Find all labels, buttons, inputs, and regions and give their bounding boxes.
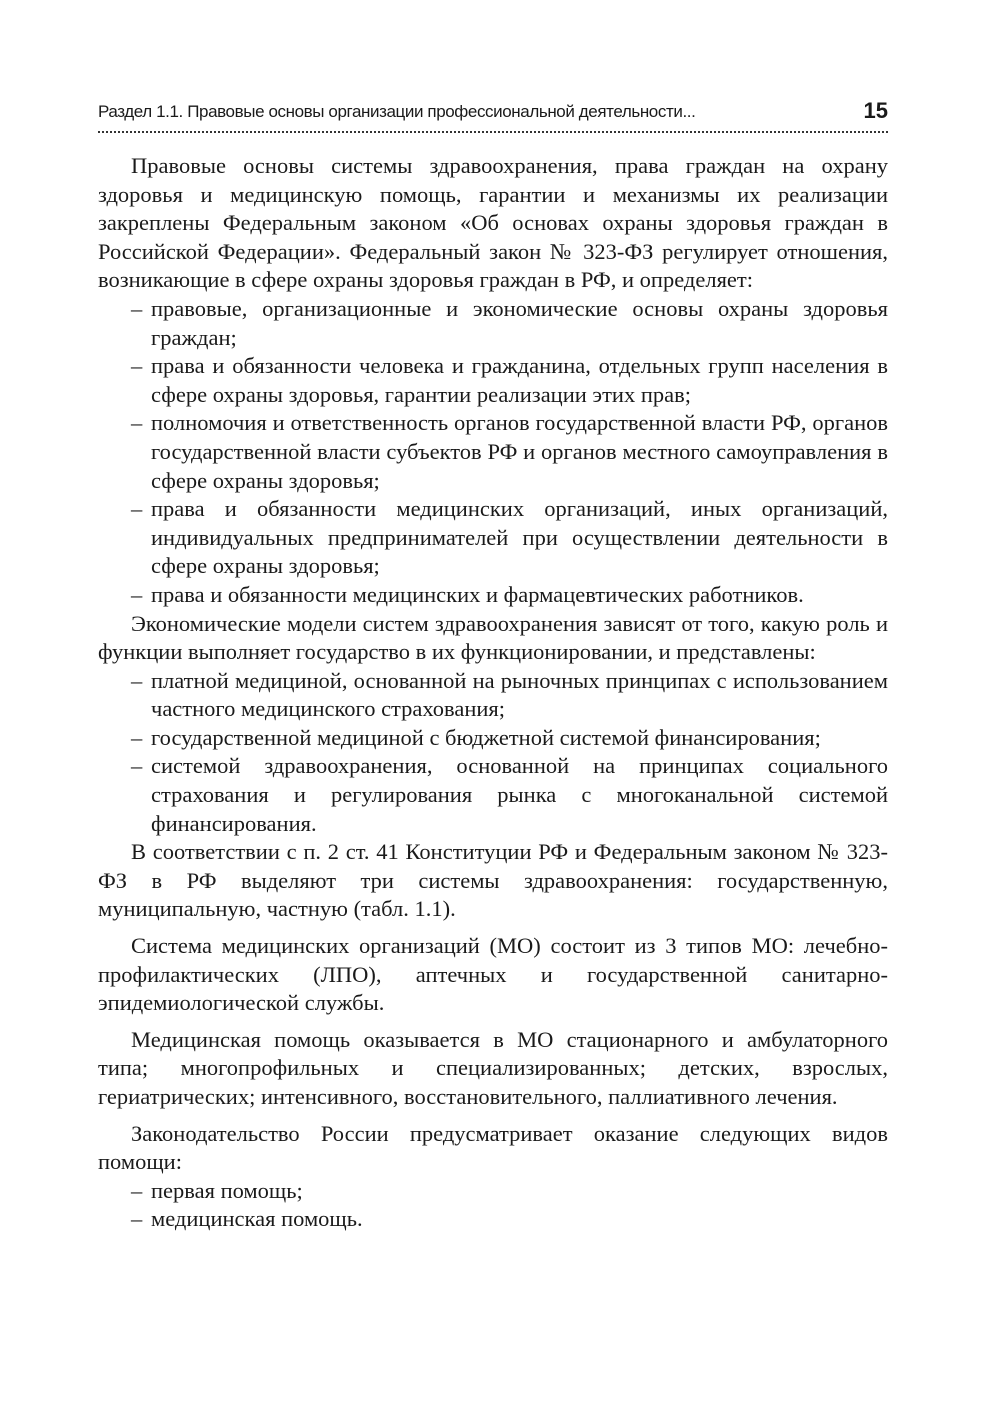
list-item-text: государственной медициной с бюджетной системой финансирования; [151, 724, 821, 750]
running-header-title: Раздел 1.1. Правовые основы организации профессиональной деятельности... [98, 102, 696, 121]
dash-marker: – [131, 496, 143, 522]
list-item-text: правовые, организационные и экономические основы охраны здоровья граждан; [151, 295, 888, 350]
dash-marker: – [131, 753, 143, 779]
list-item-text: системой здравоохранения, основанной на принципах социального страхования и регулирования рынка с многоканальной системой финансирования. [151, 753, 888, 836]
list-item-text: полномочия и ответственность органов государственной власти РФ, органов государственной власти субъектов РФ и органов местного самоуправления в сфере охраны здоровья; [151, 410, 888, 493]
dash-marker: – [131, 724, 143, 750]
list-kinds-of-help [98, 1177, 888, 1234]
dash-marker: – [131, 667, 143, 693]
list-item-text: права и обязанности медицинских организаций, иных организаций, индивидуальных предпринимателей при осуществлении деятельности в сфере охраны здоровья; [151, 496, 888, 579]
list-item-text: первая помощь; [151, 1177, 303, 1203]
list-item [98, 295, 888, 352]
list-item-text: права и обязанности человека и гражданина, отдельных групп населения в сфере охраны здоровья, гарантии реализации этих прав; [151, 353, 888, 407]
list-item [98, 581, 888, 610]
running-header [98, 96, 888, 130]
list-item [98, 352, 888, 409]
paragraph-economic-models: Экономические модели систем здравоохранения зависят от того, какую роль и функции выполняет государство в их функционировании, и представлены: [98, 610, 888, 665]
list-item [98, 495, 888, 581]
list-item [98, 667, 888, 724]
dash-marker: – [131, 353, 143, 379]
page-number: 15 [863, 98, 888, 123]
list-item-text: платной медициной, основанной на рыночных принципах с использованием частного медицинского страхования; [151, 667, 888, 722]
page-body [98, 152, 888, 1234]
list-item [98, 752, 888, 838]
list-item-text: медицинская помощь. [151, 1206, 363, 1232]
list-item [98, 1177, 888, 1206]
list-item [98, 409, 888, 495]
dash-marker: – [131, 295, 143, 321]
paragraph-mo-types: Система медицинских организаций (МО) состоит из 3 типов МО: лечебно-профилактических (ЛПО), аптечных и государственной санитарно-эпидемиологической службы. [98, 933, 888, 1016]
paragraph-three-systems: В соответствии с п. 2 ст. 41 Конституции РФ и Федеральным законом № 323-ФЗ в РФ выделяют три системы здравоохранения: государственную, муниципальную, частную (табл. 1.1). [98, 839, 888, 922]
list-item-text: права и обязанности медицинских и фармацевтических работников. [151, 581, 804, 607]
header-dotted-rule [98, 131, 888, 133]
dash-marker: – [131, 1177, 143, 1203]
list-item [98, 1205, 888, 1234]
list-law-defines [98, 295, 888, 610]
dash-marker: – [131, 581, 143, 607]
paragraph-legislation: Законодательство России предусматривает оказание следующих видов помощи: [98, 1120, 888, 1175]
paragraph-medical-care: Медицинская помощь оказывается в МО стационарного и амбулаторного типа; многопрофильных и специализированных; детских, взрослых, гериатрических; интенсивного, восстановительного, паллиативного лечения. [98, 1026, 888, 1109]
dash-marker: – [131, 410, 143, 436]
list-economic-models [98, 667, 888, 839]
list-item [98, 724, 888, 753]
paragraph-legal-basis: Правовые основы системы здравоохранения, права граждан на охрану здоровья и медицинскую помощь, гарантии и механизмы их реализации закреплены Федеральным законом «Об основах охраны здоровья граждан в Российской Федерации». Федеральный закон № 323-ФЗ регулирует отношения, возникающие в сфере охраны здоровья граждан в РФ, и определяет: [98, 153, 888, 293]
dash-marker: – [131, 1206, 143, 1232]
